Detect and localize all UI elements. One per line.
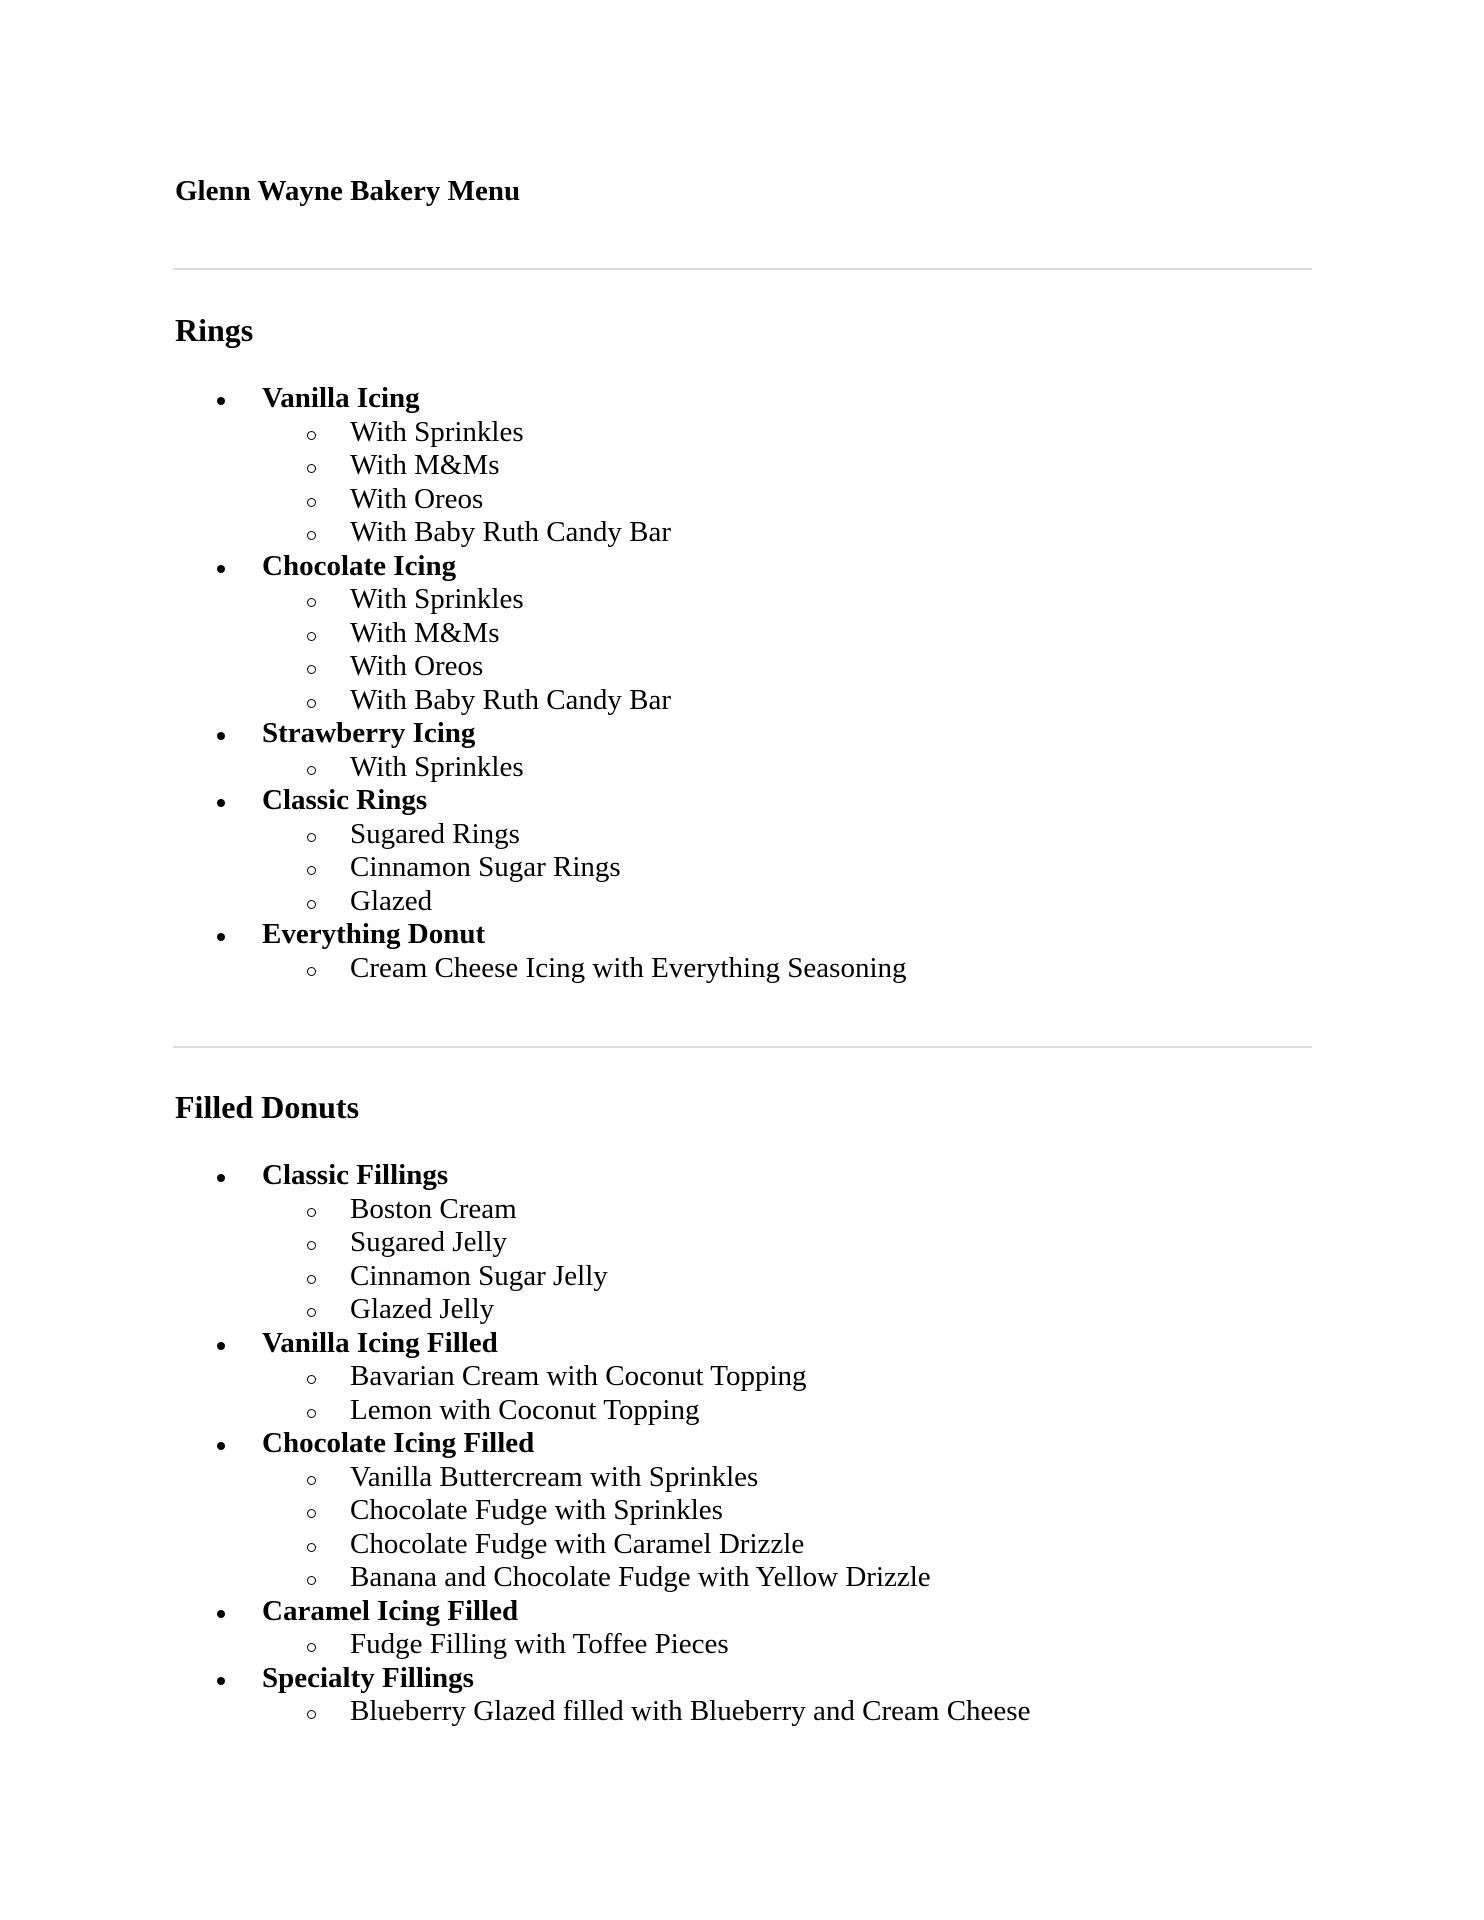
menu-group-label: Classic Fillings (262, 1159, 449, 1191)
menu-group-label: Vanilla Icing (262, 382, 420, 414)
bullet-circle-icon (307, 1476, 316, 1485)
bullet-circle-icon (307, 1543, 316, 1552)
menu-item-label: With Sprinkles (350, 750, 524, 783)
bullet-circle-icon (307, 900, 316, 909)
menu-group-label: Strawberry Icing (262, 717, 476, 749)
menu-group-label: Everything Donut (262, 918, 486, 950)
menu-item-label: Boston Cream (350, 1192, 517, 1225)
bullet-circle-icon (307, 1241, 316, 1250)
menu-group-label: Specialty Fillings (262, 1661, 474, 1694)
menu-item-label: Chocolate Fudge with Sprinkles (350, 1494, 723, 1526)
bullet-circle-icon (307, 632, 316, 641)
menu-item-label: With Oreos (350, 482, 484, 515)
menu-item-label: Cinnamon Sugar Jelly (350, 1259, 608, 1292)
bullet-disc-icon (217, 732, 225, 740)
bullet-circle-icon (307, 1375, 316, 1384)
menu-item-label: Vanilla Buttercream with Sprinkles (350, 1460, 759, 1493)
bullet-disc-icon (217, 397, 225, 405)
section-divider (173, 268, 1312, 270)
menu-item-label: With Oreos (350, 650, 484, 682)
bullet-circle-icon (307, 699, 316, 708)
menu-item-label: With Baby Ruth Candy Bar (350, 516, 672, 548)
bullet-circle-icon (307, 1409, 316, 1418)
menu-item-label: Glazed (350, 884, 433, 917)
bullet-disc-icon (217, 1442, 225, 1450)
bullet-circle-icon (307, 498, 316, 507)
bullet-disc-icon (217, 933, 225, 941)
bullet-disc-icon (217, 799, 225, 807)
bullet-circle-icon (307, 833, 316, 842)
menu-item-label: Blueberry Glazed filled with Blueberry and Cream Cheese (350, 1695, 1031, 1727)
bullet-circle-icon (307, 531, 316, 540)
menu-item-label: Fudge Filling with Toffee Pieces (350, 1628, 729, 1660)
bullet-circle-icon (307, 967, 316, 976)
bullet-circle-icon (307, 1509, 316, 1518)
menu-group-label: Chocolate Icing (262, 549, 457, 582)
menu-item-label: Cream Cheese Icing with Everything Seasoning (350, 951, 907, 984)
bullet-circle-icon (307, 1643, 316, 1652)
bullet-circle-icon (307, 866, 316, 875)
document-title: Glenn Wayne Bakery Menu (175, 175, 521, 207)
menu-item-label: Banana and Chocolate Fudge with Yellow Drizzle (350, 1561, 931, 1593)
menu-item-label: With M&Ms (350, 449, 500, 481)
menu-group-label: Chocolate Icing Filled (262, 1427, 535, 1459)
bullet-circle-icon (307, 464, 316, 473)
bullet-circle-icon (307, 1576, 316, 1585)
menu-item-label: With Sprinkles (350, 583, 524, 615)
bullet-circle-icon (307, 431, 316, 440)
bullet-disc-icon (217, 1174, 225, 1182)
bullet-circle-icon (307, 1275, 316, 1284)
bullet-circle-icon (307, 766, 316, 775)
menu-item-label: Bavarian Cream with Coconut Topping (350, 1360, 807, 1392)
bullet-disc-icon (217, 565, 225, 573)
menu-group-label: Classic Rings (262, 784, 428, 816)
menu-item-label: Cinnamon Sugar Rings (350, 851, 621, 883)
section-title-rings: Rings (175, 312, 254, 348)
menu-item-label: With Baby Ruth Candy Bar (350, 683, 672, 716)
bullet-disc-icon (217, 1677, 225, 1685)
menu-item-label: Sugared Rings (350, 817, 520, 850)
section-title-filled-donuts: Filled Donuts (175, 1089, 360, 1125)
bullet-circle-icon (307, 1208, 316, 1217)
bullet-disc-icon (217, 1342, 225, 1350)
menu-item-label: Glazed Jelly (350, 1293, 495, 1325)
bullet-circle-icon (307, 665, 316, 674)
menu-item-label: Lemon with Coconut Topping (350, 1393, 700, 1426)
menu-group-label: Caramel Icing Filled (262, 1594, 519, 1627)
menu-item-label: Chocolate Fudge with Caramel Drizzle (350, 1527, 805, 1560)
menu-item-label: Sugared Jelly (350, 1226, 508, 1258)
bullet-circle-icon (307, 1308, 316, 1317)
bullet-circle-icon (307, 1710, 316, 1719)
bullet-circle-icon (307, 598, 316, 607)
bullet-disc-icon (217, 1610, 225, 1618)
menu-item-label: With Sprinkles (350, 415, 524, 448)
menu-group-label: Vanilla Icing Filled (262, 1326, 498, 1359)
section-divider (173, 1046, 1312, 1048)
menu-item-label: With M&Ms (350, 616, 500, 649)
